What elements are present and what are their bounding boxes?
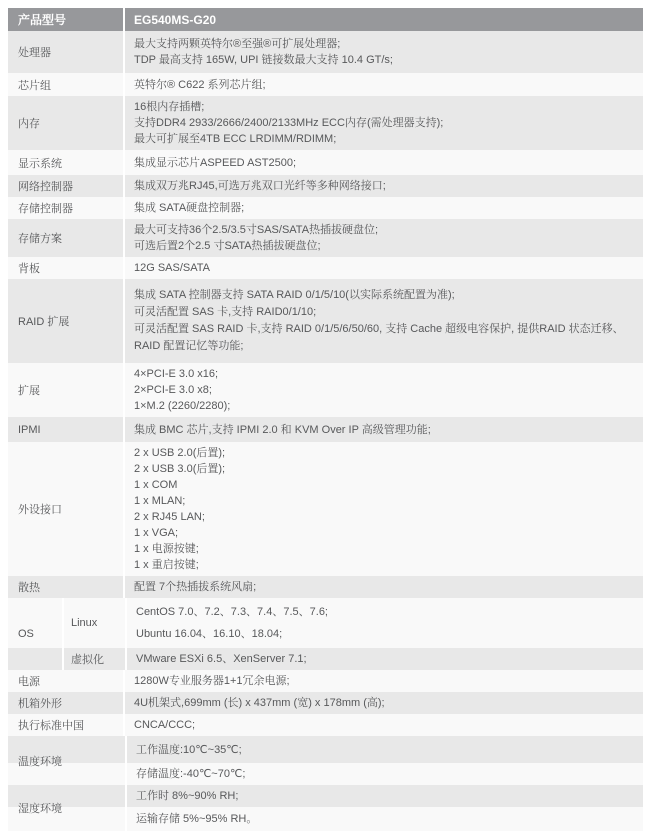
spec-line: 4U机架式,699mm (长) x 437mm (宽) x 178mm (高);: [134, 697, 385, 709]
row-value-cell: [125, 714, 643, 736]
spec-line: 集成 SATA 控制器支持 SATA RAID 0/1/5/10(以实际系统配置为准);: [134, 289, 455, 301]
row-label: 温度环境: [18, 755, 62, 768]
spec-line: 1 x 重启按键;: [134, 559, 199, 571]
row-value-cell: [125, 692, 643, 714]
row-group-humidity: [8, 785, 643, 831]
sublabel-cell: [64, 598, 127, 648]
row-label-cell: [8, 714, 125, 736]
row-label-cell: [8, 257, 125, 279]
humidity-group-label-cell: [8, 785, 127, 831]
spec-line: TDP 最高支持 165W, UPI 链接数最大支持 10.4 GT/s;: [134, 54, 393, 66]
spec-line: 集成双万兆RJ45,可选万兆双口光纤等多种网络接口;: [134, 180, 386, 192]
row-label: 背板: [18, 263, 40, 275]
spec-line: 2 x RJ45 LAN;: [134, 511, 205, 523]
spec-line: 4×PCI-E 3.0 x16;: [134, 368, 219, 380]
row-label: 执行标准中国: [18, 720, 84, 732]
spec-line: 2 x USB 3.0(后置);: [134, 463, 226, 475]
row-value-cell: [125, 279, 643, 363]
row-value-cell: [127, 736, 643, 763]
os-group-label-cell: [8, 598, 64, 670]
row-power-supply: [8, 670, 643, 692]
row-value-cell: [125, 31, 643, 73]
spec-line: VMware ESXi 6.5、XenServer 7.1;: [136, 653, 307, 665]
spec-line: 运输存储 5%~95% RH。: [136, 813, 258, 825]
row-value-cell: [125, 417, 643, 442]
spec-line: 支持DDR4 2933/2666/2400/2133MHz ECC内存(需处理器支持);: [134, 117, 444, 129]
spec-line: 1 x 电源按键;: [134, 543, 199, 555]
spec-line: 1×M.2 (2260/2280);: [134, 400, 231, 412]
row-label: 电源: [18, 676, 40, 688]
row-label: 存储方案: [18, 233, 62, 245]
row-label: 处理器: [18, 47, 51, 59]
sublabel-linux: Linux: [71, 617, 98, 629]
row-label-cell: [8, 692, 125, 714]
row-value-cell: [125, 257, 643, 279]
row-label-cell: [8, 279, 125, 363]
row-ipmi: [8, 417, 643, 442]
spec-line: 最大支持两颗英特尔®至强®可扩展处理器;: [134, 38, 341, 50]
row-label: 网络控制器: [18, 181, 73, 193]
header-label-cell: [8, 8, 125, 31]
row-value-cell: [125, 150, 643, 175]
header-model-cell: [125, 8, 643, 31]
row-expansion-slots: [8, 363, 643, 417]
row-value-cell: [127, 807, 643, 831]
row-label: 机箱外形: [18, 698, 62, 710]
row-label: RAID 扩展: [18, 316, 70, 328]
row-label-cell: [8, 197, 125, 219]
row-display-system: [8, 150, 643, 175]
spec-line: 可选后置2个2.5 寸SATA热插拔硬盘位;: [134, 240, 321, 252]
spec-line: 工作温度:10℃~35℃;: [136, 743, 242, 756]
row-label: 外设接口: [18, 504, 62, 516]
row-value-cell: [127, 763, 643, 785]
spec-line: CNCA/CCC;: [134, 719, 196, 731]
row-value-cell: [125, 96, 643, 150]
row-label: IPMI: [18, 423, 41, 436]
spec-line: 可灵活配置 SAS RAID 卡,支持 RAID 0/1/5/6/50/60, 支持 Cache 超级电容保护, 提供RAID 状态迁移、RAID 配置记忆等功能;: [134, 323, 624, 352]
row-label-cell: [8, 417, 125, 442]
temperature-group-label-cell: [8, 736, 127, 785]
row-peripheral-ports: [8, 442, 643, 576]
sublabel-virtualization: 虚拟化: [71, 654, 104, 666]
row-value-cell: [125, 219, 643, 257]
sublabel-cell: [64, 648, 127, 670]
row-value-cell: [125, 197, 643, 219]
row-chassis: [8, 692, 643, 714]
row-label-cell: [8, 363, 125, 417]
spec-line: 2×PCI-E 3.0 x8;: [134, 384, 212, 396]
row-label: 芯片组: [18, 79, 51, 92]
row-value-cell: [127, 648, 643, 670]
table-header-row: [8, 8, 643, 31]
row-label-cell: [8, 150, 125, 175]
spec-line: 16根内存插槽;: [134, 101, 205, 113]
spec-line: 最大可支持36个2.5/3.5寸SAS/SATA热插拔硬盘位;: [134, 224, 379, 236]
spec-line: Ubuntu 16.04、16.10、18.04;: [136, 628, 283, 640]
row-backplane: [8, 257, 643, 279]
row-value-cell: [127, 598, 643, 648]
spec-line: 最大可扩展至4TB ECC LRDIMM/RDIMM;: [134, 133, 337, 145]
spec-line: 集成 BMC 芯片,支持 IPMI 2.0 和 KVM Over IP 高级管理功能;: [134, 423, 431, 436]
row-value-cell: [125, 363, 643, 417]
spec-line: 集成 SATA硬盘控制器;: [134, 202, 245, 214]
row-label: 湿度环境: [18, 803, 62, 815]
row-network-controller: [8, 175, 643, 197]
row-value-cell: [125, 442, 643, 576]
row-label: 显示系统: [18, 157, 62, 170]
row-processor: [8, 31, 643, 73]
spec-line: 英特尔® C622 系列芯片组;: [134, 78, 266, 91]
row-value-cell: [125, 175, 643, 197]
spec-line: 集成显示芯片ASPEED AST2500;: [134, 156, 296, 169]
row-os-linux: [8, 598, 643, 648]
row-storage-controller: [8, 197, 643, 219]
spec-line: 1280W专业服务器1+1冗余电源;: [134, 675, 290, 687]
row-label-cell: [8, 96, 125, 150]
spec-line: 1 x COM: [134, 479, 178, 491]
row-standard-china: [8, 714, 643, 736]
row-label: 内存: [18, 118, 40, 130]
row-memory: [8, 96, 643, 150]
row-cooling: [8, 576, 643, 598]
row-label-cell: [8, 31, 125, 73]
spec-line: 存储温度:-40℃~70℃;: [136, 768, 246, 780]
row-group-temperature: [8, 736, 643, 785]
spec-line: 可灵活配置 SAS 卡,支持 RAID0/1/10;: [134, 306, 317, 318]
row-storage-plan: [8, 219, 643, 257]
spec-line: CentOS 7.0、7.2、7.3、7.4、7.5、7.6;: [136, 606, 328, 618]
row-label-cell: [8, 219, 125, 257]
row-value-cell: [125, 576, 643, 598]
row-chipset: [8, 73, 643, 96]
row-label: 扩展: [18, 385, 40, 397]
row-group-os: [8, 598, 643, 670]
row-label-cell: [8, 73, 125, 96]
row-label-cell: [8, 670, 125, 692]
row-label-cell: [8, 175, 125, 197]
row-label-cell: [8, 576, 125, 598]
row-label: OS: [18, 628, 34, 640]
row-label: 散热: [18, 582, 40, 594]
row-raid-expansion: [8, 279, 643, 363]
spec-line: 2 x USB 2.0(后置);: [134, 447, 226, 459]
spec-line: 1 x MLAN;: [134, 495, 186, 507]
product-model: EG540MS-G20: [134, 12, 217, 27]
row-label-cell: [8, 442, 125, 576]
row-value-cell: [125, 73, 643, 96]
header-label: 产品型号: [18, 13, 67, 27]
row-value-cell: [125, 670, 643, 692]
spec-line: 配置 7个热插拔系统风扇;: [134, 581, 257, 593]
row-os-virtualization: [8, 648, 643, 670]
product-spec-table: [8, 8, 643, 831]
spec-line: 12G SAS/SATA: [134, 262, 211, 274]
spec-line: 工作时 8%~90% RH;: [136, 790, 239, 802]
row-label: 存储控制器: [18, 203, 73, 215]
spec-line: 1 x VGA;: [134, 527, 179, 539]
